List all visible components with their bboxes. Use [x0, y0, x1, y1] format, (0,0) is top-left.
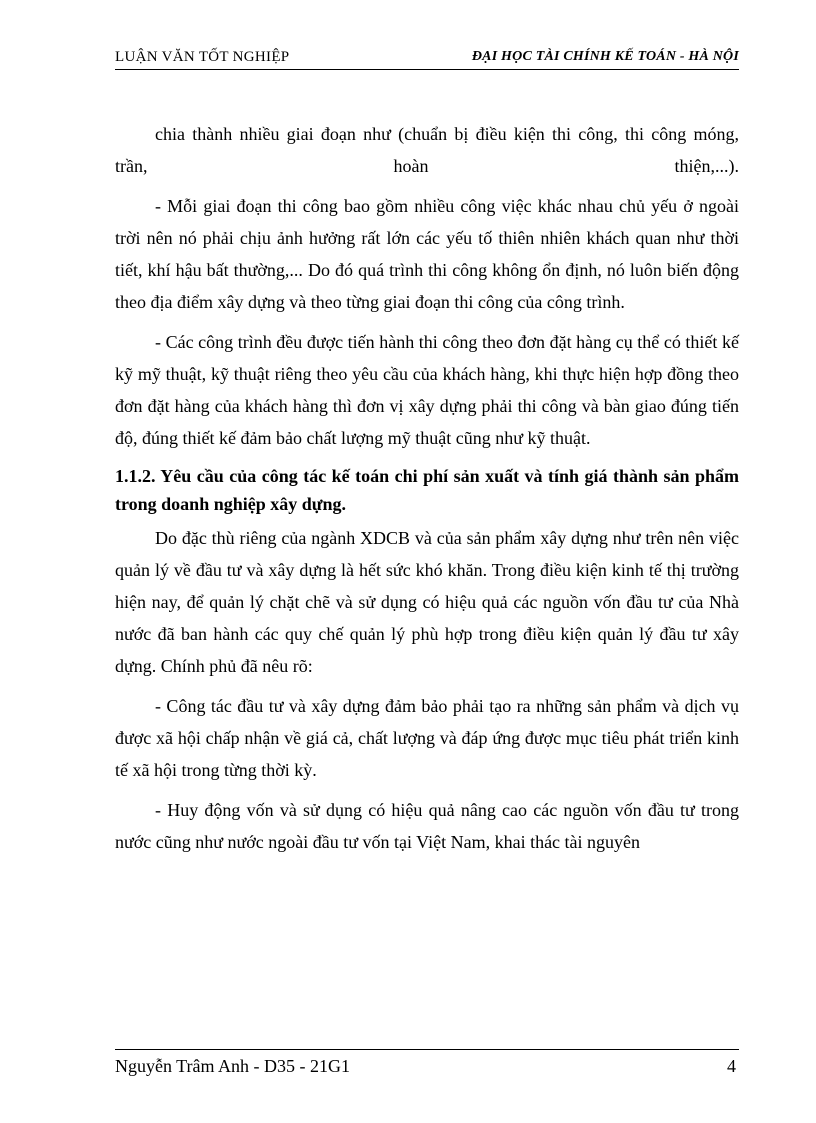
page-header	[115, 47, 739, 70]
page-number: 4	[727, 1056, 736, 1076]
header-thesis-label: LUẬN VĂN TỐT NGHIỆP	[115, 49, 290, 65]
paragraph-continuation: chia thành nhiều giai đoạn như (chuẩn bị điều kiện thi công, thi công móng,	[155, 124, 739, 144]
section-heading: 1.1.2. Yêu cầu của công tác kế toán chi phí sản xuất và tính giá thành sản phẩm trong doanh nghiệp xây dựng.	[115, 466, 739, 514]
paragraph-construction-stages: - Mỗi giai đoạn thi công bao gồm nhiều công việc khác nhau chủ yếu ở ngoài trời nên nó phải chịu ảnh hưởng rất lớn các yếu tố thiên nhiên khách quan như thời tiết, khí hậu bất thường,... Do đó quá trình thi công không ổn định, nó luôn biến động theo địa điểm xây dựng và theo từng giai đoạn thi công của công trình.	[115, 196, 739, 312]
paragraph-capital-mobilization: - Huy động vốn và sử dụng có hiệu quả nâng cao các nguồn vốn đầu tư trong nước cũng như nước ngoài đầu tư vốn tại Việt Nam, khai thác tài nguyên	[115, 800, 739, 852]
paragraph-investment-products: - Công tác đầu tư và xây dựng đảm bảo phải tạo ra những sản phẩm và dịch vụ được xã hội chấp nhận về giá cả, chất lượng và đáp ứng được mục tiêu phát triển kinh tế xã hội trong từng thời kỳ.	[115, 696, 739, 780]
paragraph-continuation-line2: trần, hoàn thiện,...).	[115, 156, 739, 176]
paragraph-construction-orders: - Các công trình đều được tiến hành thi công theo đơn đặt hàng cụ thể có thiết kế kỹ mỹ thuật, kỹ thuật riêng theo yêu cầu của khách hàng, khi thực hiện hợp đồng theo đơn đặt hàng của khách hàng thì đơn vị xây dựng phải thi công và bàn giao đúng tiến độ, đúng thiết kế đảm bảo chất lượng mỹ thuật cũng như kỹ thuật.	[115, 332, 739, 448]
paragraph-investment-management: Do đặc thù riêng của ngành XDCB và của sản phẩm xây dựng như trên nên việc quản lý về đầu tư và xây dựng là hết sức khó khăn. Trong điều kiện kinh tế thị trường hiện nay, để quản lý chặt chẽ và sử dụng có hiệu quả các nguồn vốn đầu tư của Nhà nước đã ban hành các quy chế quản lý phù hợp trong điều kiện quản lý đầu tư xây dựng. Chính phủ đã nêu rõ:	[115, 528, 739, 676]
page-footer	[115, 1049, 739, 1078]
page-body	[115, 118, 739, 866]
footer-author: Nguyễn Trâm Anh - D35 - 21G1	[115, 1056, 351, 1076]
header-university-label: ĐẠI HỌC TÀI CHÍNH KẾ TOÁN - HÀ NỘI	[471, 49, 739, 64]
